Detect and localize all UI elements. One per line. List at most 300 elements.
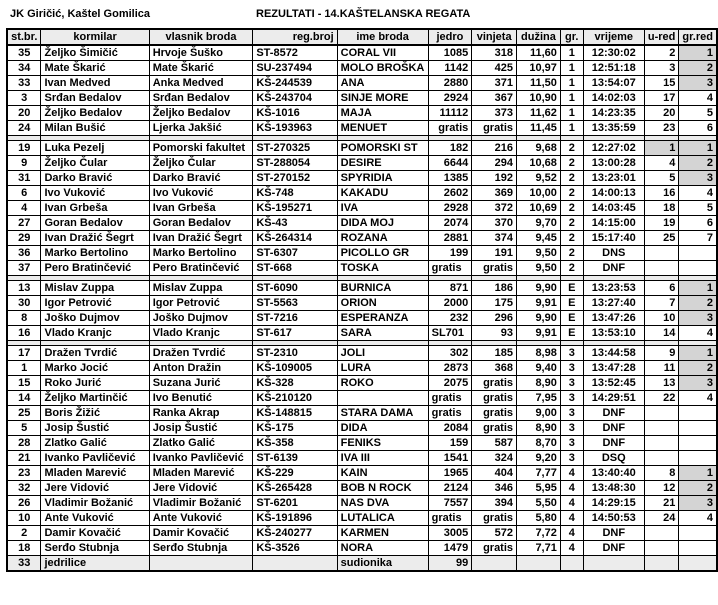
cell-ur: 22	[644, 391, 679, 406]
cell-kor: Ivan Grbeša	[41, 201, 149, 216]
cell-ur: 9	[644, 346, 679, 361]
cell-vin: gratis	[472, 406, 517, 421]
cell-ur: 2	[644, 45, 679, 61]
cell-vla: Vlado Kranjc	[149, 326, 253, 341]
cell-jed: 182	[428, 141, 472, 156]
cell-st: 26	[7, 496, 41, 511]
regatta-title: REZULTATI - 14.KAŠTELANSKA REGATA	[256, 8, 471, 20]
cell-kor: jedrilice	[41, 556, 149, 572]
cell-ime: JOLI	[337, 346, 428, 361]
cell-jed: gratis	[428, 511, 472, 526]
cell-reg: KŠ-191896	[253, 511, 337, 526]
cell-kor: Ivanko Pavličević	[41, 451, 149, 466]
cell-ur: 11	[644, 361, 679, 376]
cell-gre: 3	[679, 311, 717, 326]
cell-st: 10	[7, 511, 41, 526]
cell-ur: 23	[644, 121, 679, 136]
cell-vla: Dražen Tvrdić	[149, 346, 253, 361]
cell-vri: 13:23:53	[583, 281, 644, 296]
cell-vin: 572	[472, 526, 517, 541]
cell-ur	[644, 246, 679, 261]
cell-reg: KŠ-229	[253, 466, 337, 481]
table-row	[7, 121, 717, 136]
table-row	[7, 326, 717, 341]
cell-jed: 2602	[428, 186, 472, 201]
cell-vla: Damir Kovačić	[149, 526, 253, 541]
cell-st: 16	[7, 326, 41, 341]
table-row	[7, 246, 717, 261]
results-table	[6, 28, 718, 572]
cell-vri: 14:02:03	[583, 91, 644, 106]
cell-kor: Joško Dujmov	[41, 311, 149, 326]
cell-gr: 2	[560, 216, 583, 231]
cell-ime: MOLO BROŠKA	[337, 61, 428, 76]
cell-kor: Goran Bedalov	[41, 216, 149, 231]
cell-ime: POMORSKI ST	[337, 141, 428, 156]
column-header-vri: vrijeme	[583, 29, 644, 45]
cell-kor: Zlatko Galić	[41, 436, 149, 451]
cell-vri: DNF	[583, 406, 644, 421]
cell-gre: 4	[679, 511, 717, 526]
cell-ur: 17	[644, 91, 679, 106]
cell-ur: 7	[644, 296, 679, 311]
cell-st: 37	[7, 261, 41, 276]
cell-gre	[679, 406, 717, 421]
cell-kor: Damir Kovačić	[41, 526, 149, 541]
cell-vla: Željko Bedalov	[149, 106, 253, 121]
cell-reg: KŠ-193963	[253, 121, 337, 136]
column-header-reg: reg.broj	[253, 29, 337, 45]
cell-gre	[679, 556, 717, 572]
cell-vla: Anka Medved	[149, 76, 253, 91]
cell-vla: Darko Bravić	[149, 171, 253, 186]
table-row	[7, 481, 717, 496]
cell-reg: KŠ-148815	[253, 406, 337, 421]
cell-reg: KŠ-1016	[253, 106, 337, 121]
cell-duz: 8,90	[517, 421, 561, 436]
cell-vla: Ivo Vuković	[149, 186, 253, 201]
cell-jed: 2873	[428, 361, 472, 376]
table-row	[7, 91, 717, 106]
cell-duz: 9,50	[517, 246, 561, 261]
cell-reg: KŠ-240277	[253, 526, 337, 541]
cell-kor: Ante Vuković	[41, 511, 149, 526]
cell-jed: 99	[428, 556, 472, 572]
cell-vla: Ljerka Jakšić	[149, 121, 253, 136]
column-header-jed: jedro	[428, 29, 472, 45]
cell-gr: 4	[560, 541, 583, 556]
column-header-vla: vlasnik broda	[149, 29, 253, 45]
cell-st: 5	[7, 421, 41, 436]
cell-kor: Josip Šustić	[41, 421, 149, 436]
cell-st: 24	[7, 121, 41, 136]
cell-ime: NORA	[337, 541, 428, 556]
cell-vin: 318	[472, 45, 517, 61]
cell-vri: 14:03:45	[583, 201, 644, 216]
cell-st: 13	[7, 281, 41, 296]
table-row	[7, 511, 717, 526]
cell-gre	[679, 421, 717, 436]
cell-vla: Ivan Dražić Šegrt	[149, 231, 253, 246]
cell-ur	[644, 261, 679, 276]
table-row	[7, 216, 717, 231]
cell-gre	[679, 451, 717, 466]
cell-vin: 296	[472, 311, 517, 326]
summary-row	[7, 556, 717, 572]
cell-reg: KŠ-328	[253, 376, 337, 391]
table-row	[7, 391, 717, 406]
column-header-st: st.br.	[7, 29, 41, 45]
table-row	[7, 421, 717, 436]
column-header-kor: kormilar	[41, 29, 149, 45]
cell-reg: ST-270325	[253, 141, 337, 156]
club-title: JK Giričić, Kaštel Gomilica	[10, 8, 151, 20]
cell-vla: Ranka Akrap	[149, 406, 253, 421]
cell-gr: 1	[560, 45, 583, 61]
cell-vla: Goran Bedalov	[149, 216, 253, 231]
cell-gre: 5	[679, 201, 717, 216]
cell-duz: 8,70	[517, 436, 561, 451]
cell-ime: LURA	[337, 361, 428, 376]
cell-reg: KŠ-244539	[253, 76, 337, 91]
cell-ime: ORION	[337, 296, 428, 311]
cell-st: 20	[7, 106, 41, 121]
cell-vin: 367	[472, 91, 517, 106]
cell-reg: KŠ-175	[253, 421, 337, 436]
cell-vri: 14:29:15	[583, 496, 644, 511]
cell-ur	[644, 556, 679, 572]
cell-duz: 7,77	[517, 466, 561, 481]
cell-gr: 3	[560, 361, 583, 376]
cell-gre: 4	[679, 186, 717, 201]
cell-jed: 7557	[428, 496, 472, 511]
cell-jed: 159	[428, 436, 472, 451]
cell-ime: DIDA	[337, 421, 428, 436]
cell-vla: Jere Vidović	[149, 481, 253, 496]
cell-kor: Mate Škarić	[41, 61, 149, 76]
table-row	[7, 466, 717, 481]
cell-ime: ROKO	[337, 376, 428, 391]
cell-jed: 1385	[428, 171, 472, 186]
cell-jed: 2000	[428, 296, 472, 311]
cell-gr: 2	[560, 246, 583, 261]
cell-jed: 1479	[428, 541, 472, 556]
cell-ime: BURNICA	[337, 281, 428, 296]
cell-kor: Jere Vidović	[41, 481, 149, 496]
cell-gre: 2	[679, 296, 717, 311]
cell-st: 6	[7, 186, 41, 201]
table-row	[7, 45, 717, 61]
cell-vin: 346	[472, 481, 517, 496]
cell-duz: 9,90	[517, 281, 561, 296]
cell-gr: 1	[560, 121, 583, 136]
cell-duz: 8,90	[517, 376, 561, 391]
cell-vri: 14:00:13	[583, 186, 644, 201]
cell-ime: DESIRE	[337, 156, 428, 171]
cell-vri: 13:00:28	[583, 156, 644, 171]
cell-ime: SPYRIDIA	[337, 171, 428, 186]
cell-vri: 13:27:40	[583, 296, 644, 311]
cell-vin: 394	[472, 496, 517, 511]
cell-jed: 2880	[428, 76, 472, 91]
cell-kor: Roko Jurić	[41, 376, 149, 391]
cell-duz: 11,62	[517, 106, 561, 121]
cell-jed: 2924	[428, 91, 472, 106]
cell-ur: 8	[644, 466, 679, 481]
cell-st: 27	[7, 216, 41, 231]
cell-duz: 9,50	[517, 261, 561, 276]
table-row	[7, 261, 717, 276]
cell-st: 23	[7, 466, 41, 481]
cell-reg: KŠ-265428	[253, 481, 337, 496]
cell-gre: 3	[679, 376, 717, 391]
table-row	[7, 296, 717, 311]
cell-duz: 9,91	[517, 296, 561, 311]
cell-vri: 13:47:28	[583, 361, 644, 376]
cell-vri: 13:54:07	[583, 76, 644, 91]
cell-jed: 2928	[428, 201, 472, 216]
cell-st: 33	[7, 556, 41, 572]
cell-ime: IVA	[337, 201, 428, 216]
cell-reg: ST-8572	[253, 45, 337, 61]
cell-duz: 11,60	[517, 45, 561, 61]
cell-vri: 12:30:02	[583, 45, 644, 61]
cell-ime: FENIKS	[337, 436, 428, 451]
cell-duz: 10,68	[517, 156, 561, 171]
cell-ur: 6	[644, 281, 679, 296]
table-row	[7, 436, 717, 451]
cell-vri: 13:40:40	[583, 466, 644, 481]
cell-st: 9	[7, 156, 41, 171]
cell-vri: DNF	[583, 436, 644, 451]
cell-ime: SARA	[337, 326, 428, 341]
cell-gre: 3	[679, 76, 717, 91]
cell-jed: 199	[428, 246, 472, 261]
cell-gr: 3	[560, 421, 583, 436]
cell-st: 28	[7, 436, 41, 451]
cell-ur: 14	[644, 326, 679, 341]
cell-reg: KŠ-243704	[253, 91, 337, 106]
cell-vla: Mladen Marević	[149, 466, 253, 481]
cell-duz: 5,95	[517, 481, 561, 496]
cell-vin: 368	[472, 361, 517, 376]
cell-vin: 425	[472, 61, 517, 76]
cell-vri: 14:15:00	[583, 216, 644, 231]
cell-gr: 3	[560, 451, 583, 466]
cell-ime: STARA DAMA	[337, 406, 428, 421]
cell-vri: DNF	[583, 526, 644, 541]
cell-gr: 3	[560, 406, 583, 421]
table-row	[7, 496, 717, 511]
table-row	[7, 171, 717, 186]
cell-gr: 2	[560, 141, 583, 156]
cell-st: 35	[7, 45, 41, 61]
cell-vla: Ivan Grbeša	[149, 201, 253, 216]
cell-ime: NAS DVA	[337, 496, 428, 511]
cell-gre: 1	[679, 45, 717, 61]
cell-ur: 10	[644, 311, 679, 326]
cell-gre: 1	[679, 346, 717, 361]
cell-vla: Ivo Benutić	[149, 391, 253, 406]
cell-vri: 13:52:45	[583, 376, 644, 391]
cell-vla: Ivanko Pavličević	[149, 451, 253, 466]
cell-duz: 5,80	[517, 511, 561, 526]
cell-vin: 191	[472, 246, 517, 261]
cell-ur: 25	[644, 231, 679, 246]
cell-ur: 16	[644, 186, 679, 201]
table-row	[7, 76, 717, 91]
cell-duz: 8,98	[517, 346, 561, 361]
table-row	[7, 231, 717, 246]
cell-kor: Ivan Dražić Šegrt	[41, 231, 149, 246]
column-header-vin: vinjeta	[472, 29, 517, 45]
cell-reg: ST-668	[253, 261, 337, 276]
cell-vri: 13:23:01	[583, 171, 644, 186]
cell-vri: 14:23:35	[583, 106, 644, 121]
cell-st: 30	[7, 296, 41, 311]
cell-jed: gratis	[428, 406, 472, 421]
cell-st: 1	[7, 361, 41, 376]
cell-kor: Serđo Stubnja	[41, 541, 149, 556]
cell-gr: 3	[560, 376, 583, 391]
cell-gre: 5	[679, 106, 717, 121]
cell-reg: ST-6201	[253, 496, 337, 511]
cell-gr: 1	[560, 61, 583, 76]
cell-duz: 7,95	[517, 391, 561, 406]
cell-gre: 1	[679, 141, 717, 156]
cell-st: 33	[7, 76, 41, 91]
cell-gr: 2	[560, 201, 583, 216]
cell-gre	[679, 526, 717, 541]
cell-vin: 587	[472, 436, 517, 451]
cell-jed: 1085	[428, 45, 472, 61]
cell-ur: 1	[644, 141, 679, 156]
column-header-ime: ime broda	[337, 29, 428, 45]
cell-vin: 324	[472, 451, 517, 466]
cell-ime: MAJA	[337, 106, 428, 121]
cell-gr: 2	[560, 156, 583, 171]
cell-vin: 294	[472, 156, 517, 171]
cell-gre	[679, 261, 717, 276]
cell-vin: 404	[472, 466, 517, 481]
cell-vin: 93	[472, 326, 517, 341]
cell-gre: 2	[679, 61, 717, 76]
cell-ur: 18	[644, 201, 679, 216]
table-row	[7, 361, 717, 376]
cell-vri: DNS	[583, 246, 644, 261]
cell-vri: 14:50:53	[583, 511, 644, 526]
cell-vin: 373	[472, 106, 517, 121]
cell-gre: 6	[679, 216, 717, 231]
cell-kor: Ivo Vuković	[41, 186, 149, 201]
cell-vin: 186	[472, 281, 517, 296]
cell-gr: E	[560, 326, 583, 341]
cell-kor: Željko Čular	[41, 156, 149, 171]
cell-vri: 13:53:10	[583, 326, 644, 341]
cell-vla: Srđan Bedalov	[149, 91, 253, 106]
cell-vin: gratis	[472, 511, 517, 526]
cell-reg	[253, 556, 337, 572]
cell-vin: gratis	[472, 121, 517, 136]
cell-vin	[472, 556, 517, 572]
cell-kor: Darko Bravić	[41, 171, 149, 186]
cell-reg: KŠ-264314	[253, 231, 337, 246]
cell-kor: Luka Pezelj	[41, 141, 149, 156]
cell-gr: 2	[560, 231, 583, 246]
cell-vri: 12:27:02	[583, 141, 644, 156]
column-header-duz: dužina	[517, 29, 561, 45]
cell-gre: 6	[679, 121, 717, 136]
cell-vin: 371	[472, 76, 517, 91]
cell-duz: 9,90	[517, 311, 561, 326]
cell-vin: 372	[472, 201, 517, 216]
cell-reg: ST-617	[253, 326, 337, 341]
cell-duz: 7,72	[517, 526, 561, 541]
cell-ur: 20	[644, 106, 679, 121]
cell-ur: 24	[644, 511, 679, 526]
cell-vla: Pomorski fakultet	[149, 141, 253, 156]
cell-ime: KAIN	[337, 466, 428, 481]
cell-vla: Suzana Jurić	[149, 376, 253, 391]
cell-ur: 12	[644, 481, 679, 496]
cell-kor: Milan Bušić	[41, 121, 149, 136]
cell-vin: gratis	[472, 541, 517, 556]
cell-vri: 13:35:59	[583, 121, 644, 136]
cell-duz: 9,45	[517, 231, 561, 246]
cell-duz: 5,50	[517, 496, 561, 511]
cell-kor: Marko Jocić	[41, 361, 149, 376]
cell-reg: ST-7216	[253, 311, 337, 326]
cell-jed: gratis	[428, 391, 472, 406]
cell-vin: 185	[472, 346, 517, 361]
cell-vri: 15:17:40	[583, 231, 644, 246]
cell-gr	[560, 556, 583, 572]
cell-gre: 2	[679, 156, 717, 171]
cell-vla: Zlatko Galić	[149, 436, 253, 451]
cell-kor: Željko Martinčić	[41, 391, 149, 406]
cell-gre: 3	[679, 171, 717, 186]
cell-vla: Igor Petrović	[149, 296, 253, 311]
cell-vla: Anton Dražin	[149, 361, 253, 376]
cell-gr: 1	[560, 106, 583, 121]
cell-ur	[644, 436, 679, 451]
cell-ime: IVA III	[337, 451, 428, 466]
cell-ime: MENUET	[337, 121, 428, 136]
cell-ur	[644, 526, 679, 541]
cell-gr: 2	[560, 171, 583, 186]
cell-st: 18	[7, 541, 41, 556]
results-table-head	[7, 29, 717, 45]
cell-gre	[679, 541, 717, 556]
cell-vin: gratis	[472, 261, 517, 276]
cell-kor: Marko Bertolino	[41, 246, 149, 261]
cell-vla: Serđo Stubnja	[149, 541, 253, 556]
cell-reg: KŠ-748	[253, 186, 337, 201]
cell-vla	[149, 556, 253, 572]
cell-vin: gratis	[472, 421, 517, 436]
cell-kor: Ivan Medved	[41, 76, 149, 91]
cell-vin: 370	[472, 216, 517, 231]
cell-duz	[517, 556, 561, 572]
cell-st: 8	[7, 311, 41, 326]
cell-st: 4	[7, 201, 41, 216]
cell-vin: 216	[472, 141, 517, 156]
results-tbody	[7, 45, 717, 571]
cell-vin: 374	[472, 231, 517, 246]
cell-jed: gratis	[428, 261, 472, 276]
cell-st: 31	[7, 171, 41, 186]
cell-gr: E	[560, 281, 583, 296]
